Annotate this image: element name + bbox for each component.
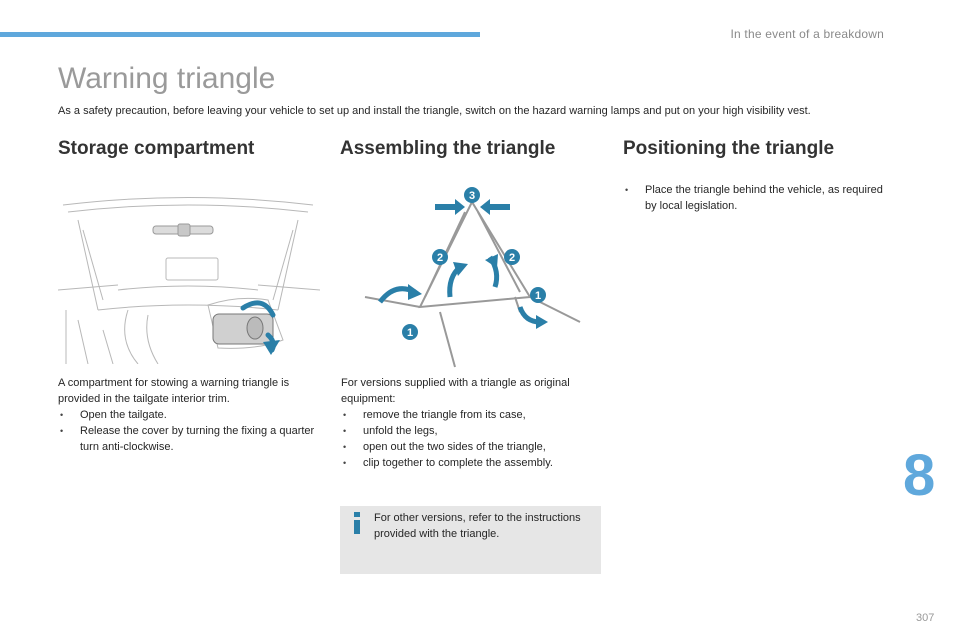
storage-paragraph: A compartment for stowing a warning triangle is provided in the tailgate interior trim. <box>58 377 290 405</box>
step-label: 1 <box>406 327 414 339</box>
bullet-icon: • <box>343 426 347 436</box>
storage-text <box>58 375 323 455</box>
info-icon <box>352 512 362 534</box>
bullet-icon: • <box>343 410 347 420</box>
bullet-icon: • <box>60 410 64 420</box>
storage-heading: Storage compartment <box>58 138 255 159</box>
step-label: 3 <box>468 190 476 202</box>
list-item: • Place the triangle behind the vehicle, as required by local legislation. <box>625 184 883 212</box>
assembling-heading: Assembling the triangle <box>340 138 556 159</box>
list-item: • remove the triangle from its case, <box>343 409 526 421</box>
bullet-icon: • <box>343 442 347 452</box>
list-item: • clip together to complete the assembly. <box>343 457 553 469</box>
chapter-number: 8 <box>903 443 936 508</box>
step-label: 1 <box>534 290 542 302</box>
positioning-text <box>623 182 883 214</box>
info-box <box>340 506 601 574</box>
section-label: In the event of a breakdown <box>730 27 884 41</box>
assembling-paragraph: For versions supplied with a triangle as original equipment: <box>341 377 570 405</box>
info-text: For other versions, refer to the instructions provided with the triangle. <box>374 512 581 540</box>
list-item: • Open the tailgate. <box>60 409 167 421</box>
list-item: • Release the cover by turning the fixing a quarter turn anti-clockwise. <box>60 425 315 453</box>
triangle-assembly-illustration <box>360 182 585 372</box>
list-item: • unfold the legs, <box>343 425 438 437</box>
intro-text: As a safety precaution, before leaving your vehicle to set up and install the triangle, switch on the hazard warning lamps and put on your high visibility vest. <box>58 105 811 117</box>
positioning-heading: Positioning the triangle <box>623 138 835 159</box>
bullet-icon: • <box>625 185 629 195</box>
list-item: • open out the two sides of the triangle, <box>343 441 546 453</box>
step-label: 2 <box>508 252 516 264</box>
step-label: 2 <box>436 252 444 264</box>
bullet-icon: • <box>343 458 347 468</box>
bullet-icon: • <box>60 426 64 436</box>
header-accent-bar <box>0 32 480 37</box>
page-number: 307 <box>916 612 935 624</box>
assembling-text <box>341 375 606 471</box>
page-title: Warning triangle <box>58 62 276 95</box>
tailgate-illustration <box>58 190 320 364</box>
